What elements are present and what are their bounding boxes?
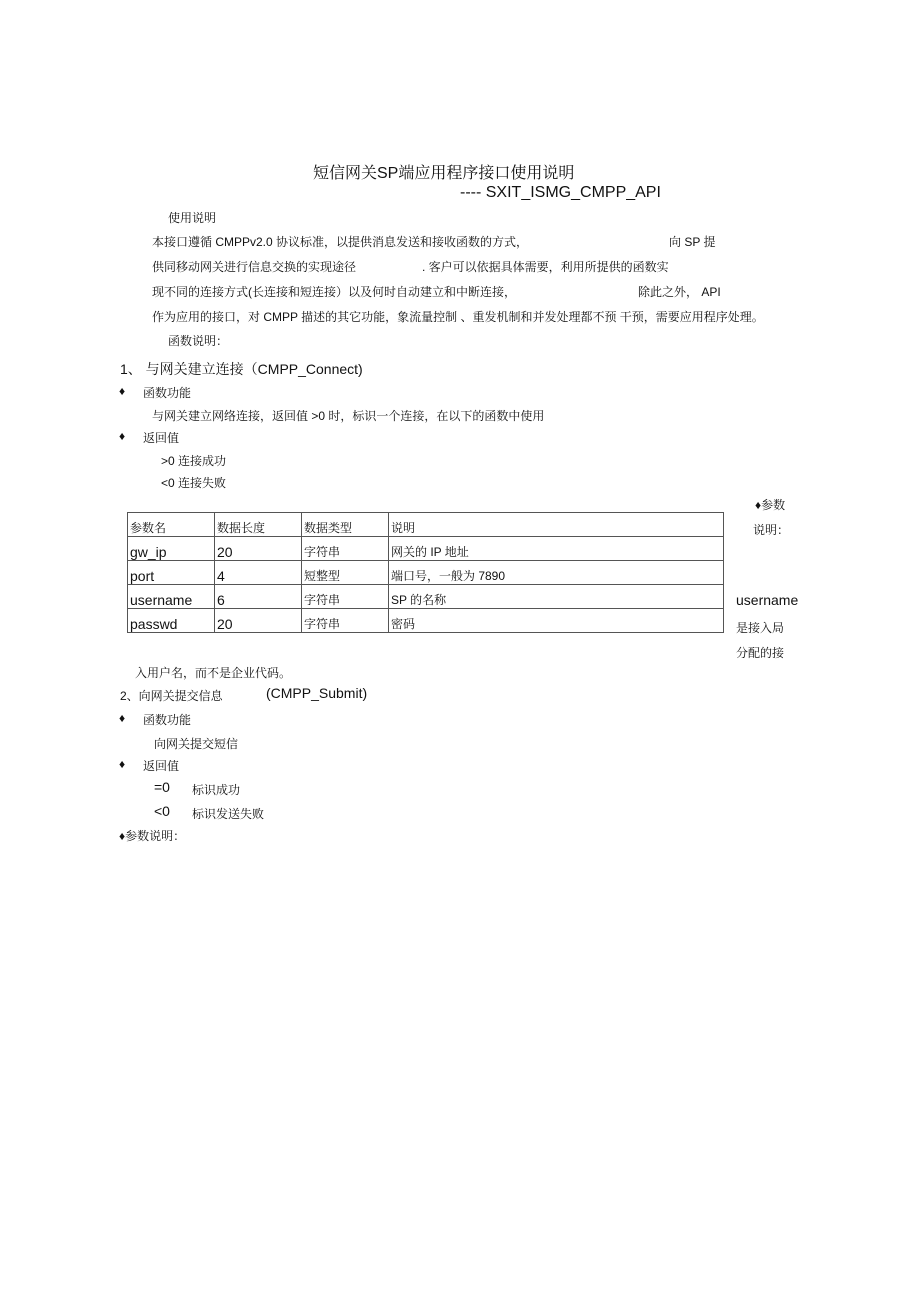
func-heading: 函数说明： xyxy=(168,334,229,348)
func-desc: 向网关提交短信 xyxy=(154,737,239,751)
cell: port xyxy=(128,561,215,585)
intro-line: 向 SP 提 xyxy=(669,235,716,249)
param-tail: 入用户名，而不是企业代码。 xyxy=(135,666,292,680)
cell: 网关的 IP 地址 xyxy=(389,537,724,561)
table-row xyxy=(128,537,724,561)
intro-line: 除此之外， API xyxy=(638,285,721,299)
table-header: 参数名 xyxy=(128,513,215,537)
ret-code: <0 xyxy=(154,803,170,819)
cell: 端口号，一般为 7890 xyxy=(389,561,724,585)
section-2-title: 2、向网关提交信息 xyxy=(120,689,223,703)
table-header: 说明 xyxy=(389,513,724,537)
table-row xyxy=(128,609,724,633)
table-row xyxy=(128,585,724,609)
param-side: username xyxy=(736,592,799,608)
ret-label: 返回值 xyxy=(143,759,180,773)
table-header-row xyxy=(128,513,724,537)
table-header: 数据类型 xyxy=(302,513,389,537)
func-desc: 与网关建立网络连接，返回值 >0 时，标识一个连接，在以下的函数中使用 xyxy=(152,409,545,423)
cell: 字符串 xyxy=(302,609,389,633)
intro-line: 本接口遵循 CMPPv2.0 协议标准，以提供消息发送和接收函数的方式， xyxy=(152,235,529,249)
ret-value: <0 连接失败 xyxy=(161,476,227,490)
cell: 短整型 xyxy=(302,561,389,585)
doc-title: 短信网关SP端应用程序接口使用说明 xyxy=(313,165,575,182)
cell: 密码 xyxy=(389,609,724,633)
ret-desc: 标识成功 xyxy=(192,783,241,797)
ret-code: =0 xyxy=(154,779,170,795)
section-2-fn: (CMPP_Submit) xyxy=(266,685,368,701)
cell: 字符串 xyxy=(302,585,389,609)
bullet: ♦ xyxy=(119,757,126,771)
cell: username xyxy=(128,585,215,609)
bullet: ♦ xyxy=(119,711,126,725)
intro-line: 供同移动网关进行信息交换的实现途径 xyxy=(152,260,357,274)
cell: 4 xyxy=(215,561,302,585)
bullet: ♦ xyxy=(119,384,126,398)
intro-line: 作为应用的接口，对 CMPP 描述的其它功能，象流量控制 、重发机制和并发处理都不预 干预，需要应用程序处理。 xyxy=(152,310,764,324)
table-header: 数据长度 xyxy=(215,513,302,537)
section-1-title: 1、 与网关建立连接（CMPP_Connect) xyxy=(120,361,363,377)
intro-line: . 客户可以依据具体需要，利用所提供的函数实 xyxy=(422,260,669,274)
cell: passwd xyxy=(128,609,215,633)
cell: gw_ip xyxy=(128,537,215,561)
table-row xyxy=(128,561,724,585)
cell: 20 xyxy=(215,609,302,633)
param-side: 是接入局 xyxy=(736,621,785,635)
params-label: ♦参数说明： xyxy=(119,829,186,843)
ret-label: 返回值 xyxy=(143,431,180,445)
param-table xyxy=(127,512,724,633)
cell: 字符串 xyxy=(302,537,389,561)
ret-value: >0 连接成功 xyxy=(161,454,227,468)
cell: 6 xyxy=(215,585,302,609)
doc-subtitle: ---- SXIT_ISMG_CMPP_API xyxy=(460,184,661,201)
intro-line: 现不同的连接方式(长连接和短连接）以及何时自动建立和中断连接， xyxy=(152,285,516,299)
func-label: 函数功能 xyxy=(143,386,192,400)
param-side: 分配的接 xyxy=(736,646,785,660)
usage-heading: 使用说明 xyxy=(168,211,217,225)
func-label: 函数功能 xyxy=(143,713,192,727)
cell: 20 xyxy=(215,537,302,561)
cell: SP 的名称 xyxy=(389,585,724,609)
param-side: ♦参数 xyxy=(755,498,786,512)
param-side: 说明： xyxy=(753,523,790,537)
ret-desc: 标识发送失败 xyxy=(192,807,265,821)
bullet: ♦ xyxy=(119,429,126,443)
